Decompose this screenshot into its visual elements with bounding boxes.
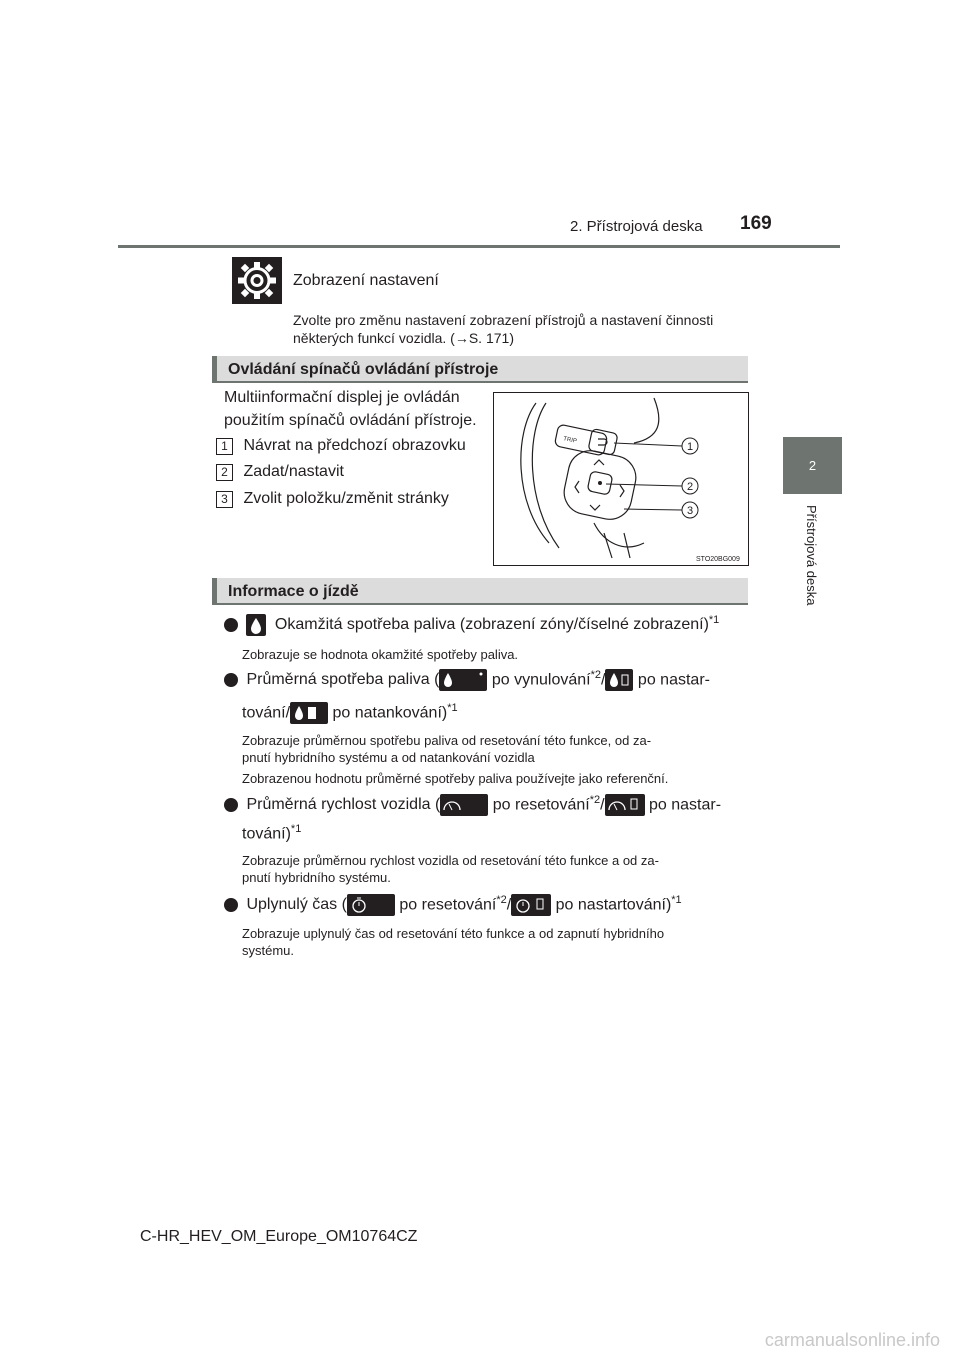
footnote-ref: *1 xyxy=(447,702,458,714)
bullet-text: po natankování) xyxy=(328,704,448,722)
item-number: 1 xyxy=(216,438,233,455)
figure-code: STO20BG009 xyxy=(696,556,740,563)
header-rule xyxy=(118,245,840,248)
footnote-ref: *2 xyxy=(590,669,602,681)
item-number: 2 xyxy=(216,464,233,481)
bullet-avg-fuel-cont xyxy=(242,702,458,724)
stopwatch-icon xyxy=(347,894,395,916)
settings-title: Zobrazení nastavení xyxy=(293,272,439,289)
section-heading-trip-info: Informace o jízdě xyxy=(212,578,748,605)
page-number: 169 xyxy=(740,213,772,234)
section-heading-switches: Ovládání spínačů ovládání přístroje xyxy=(212,356,748,383)
bullet-text: / xyxy=(601,671,606,689)
bullet-text: / xyxy=(600,796,605,814)
chapter-title: 2. Přístrojová deska xyxy=(570,218,703,235)
bullet-elapsed-time xyxy=(224,894,754,916)
bullet-icon xyxy=(224,618,238,632)
stopwatch-start-icon xyxy=(511,894,551,916)
bullet-text: po nastar- xyxy=(633,671,710,689)
switches-intro-line1: Multiinformační displej je ovládán xyxy=(224,389,460,406)
item-text: Zvolit položku/změnit stránky xyxy=(243,490,449,507)
footnote-ref: *2 xyxy=(496,894,507,906)
chapter-tab: 2 xyxy=(783,437,842,494)
gear-icon xyxy=(232,257,282,304)
trip-label: TRIP xyxy=(562,436,578,445)
avg-fuel-refuel-icon xyxy=(290,702,328,724)
footnote-ref: *2 xyxy=(589,794,601,806)
settings-desc-line1: Zvolte pro změnu nastavení zobrazení přístrojů a nastavení činnosti xyxy=(293,312,714,328)
bullet-desc: systému. xyxy=(242,943,295,958)
footnote-ref: *1 xyxy=(708,614,720,626)
avg-fuel-start-icon xyxy=(605,669,633,691)
bullet-text: tování/ xyxy=(242,704,291,722)
callout-1-label: 1 xyxy=(686,441,694,453)
speedometer-start-icon xyxy=(605,794,645,816)
bullet-text: / xyxy=(506,896,512,914)
bullet-text: Průměrná spotřeba paliva ( xyxy=(246,671,440,689)
footnote-ref: *1 xyxy=(290,823,302,835)
speedometer-icon xyxy=(440,794,488,816)
list-item xyxy=(216,490,449,508)
chapter-tab-label: Přístrojová deska xyxy=(804,505,819,606)
bullet-desc: pnutí hybridního systému. xyxy=(242,870,391,885)
bullet-text: po vynulování xyxy=(487,671,591,689)
bullet-icon xyxy=(224,798,238,812)
fuel-drop-icon xyxy=(246,614,266,636)
switches-intro-line2: použitím spínačů ovládání přístroje. xyxy=(224,412,477,429)
bullet-avg-speed-cont xyxy=(242,823,301,843)
callout-2-label: 2 xyxy=(686,481,694,493)
bullet-desc: Zobrazuje se hodnota okamžité spotřeby paliva. xyxy=(242,647,519,662)
settings-desc-line2: některých funkcí vozidla. (→S. 171) xyxy=(293,330,514,346)
callout-3-label: 3 xyxy=(686,505,694,517)
bullet-text: po nastartování) xyxy=(551,896,672,914)
bullet-icon xyxy=(224,673,238,687)
item-text: Zadat/nastavit xyxy=(243,463,344,480)
bullet-text: po nastar- xyxy=(644,796,722,814)
bullet-avg-speed xyxy=(224,794,754,816)
bullet-desc: Zobrazuje průměrnou rychlost vozidla od resetování této funkce a od za- xyxy=(242,853,659,868)
footnote-ref: *1 xyxy=(671,894,682,906)
bullet-desc: Zobrazuje uplynulý čas od resetování této funkce a od zapnutí hybridního xyxy=(242,926,665,941)
item-number: 3 xyxy=(216,491,233,508)
bullet-text: tování) xyxy=(242,825,291,843)
switch-illustration xyxy=(494,393,748,565)
list-item xyxy=(216,463,344,481)
bullet-text: po resetování xyxy=(394,896,497,914)
bullet-desc: Zobrazuje průměrnou spotřebu paliva od resetování této funkce, od za- xyxy=(242,733,652,748)
bullet-desc: Zobrazenou hodnotu průměrné spotřeby paliva používejte jako referenční. xyxy=(242,771,669,786)
avg-fuel-reset-icon xyxy=(439,669,487,691)
bullet-text: po resetování xyxy=(488,796,590,814)
bullet-text: Průměrná rychlost vozidla ( xyxy=(246,796,441,814)
bullet-text: Okamžitá spotřeba paliva (zobrazení zóny/číselné zobrazení) xyxy=(274,616,709,634)
steering-switch-diagram xyxy=(493,392,749,566)
bullet-text: Uplynulý čas ( xyxy=(246,896,347,914)
list-item xyxy=(216,437,466,455)
bullet-desc: pnutí hybridního systému a od natankování vozidla xyxy=(242,750,535,765)
bullet-instant-fuel xyxy=(224,614,754,636)
document-id: C-HR_HEV_OM_Europe_OM10764CZ xyxy=(140,1228,418,1245)
item-text: Návrat na předchozí obrazovku xyxy=(243,437,466,454)
watermark: carmanualsonline.info xyxy=(764,1330,940,1350)
bullet-icon xyxy=(224,898,238,912)
bullet-avg-fuel xyxy=(224,669,754,691)
